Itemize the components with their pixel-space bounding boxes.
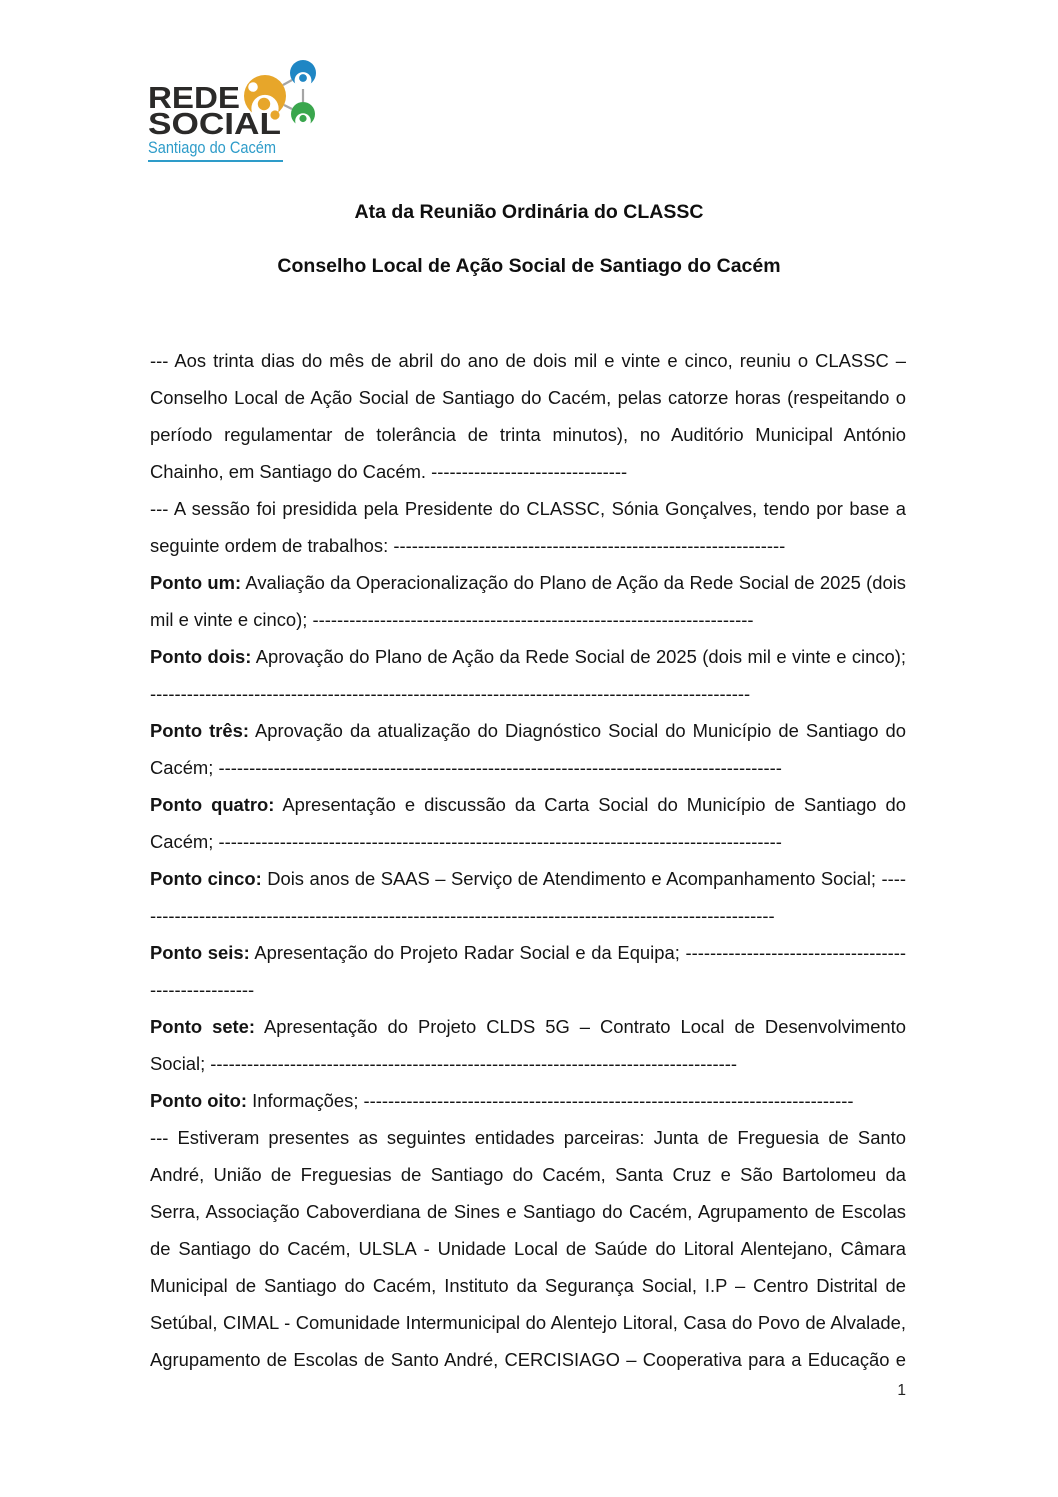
person-green-icon [291,102,315,129]
paragraph-lead: Ponto dois: [150,646,252,667]
paragraph-text: Apresentação e discussão da Carta Social do Município de Santiago do Cacém; -------------------------------------------------------------------------------------------- [150,794,906,852]
paragraph-lead: Ponto três: [150,720,249,741]
paragraph-lead: Ponto um: [150,572,242,593]
paragraph [150,934,906,1008]
paragraph-text: Apresentação do Projeto CLDS 5G – Contrato Local de Desenvolvimento Social; -------------------------------------------------------------------------------------- [150,1016,906,1074]
paragraph [150,490,906,564]
logo-word-rede: REDE [148,80,240,115]
document-body [150,342,906,1378]
page-number: 1 [897,1382,906,1399]
paragraph [150,1082,906,1119]
paragraph-lead: Ponto cinco: [150,868,262,889]
paragraph-text: Avaliação da Operacionalização do Plano de Ação da Rede Social de 2025 (dois mil e vinte e cinco); ------------------------------------------------------------------------ [150,572,906,630]
paragraph-text: Informações; -------------------------------------------------------------------------------- [247,1090,854,1111]
document-title: Ata da Reunião Ordinária do CLASSC [354,201,704,223]
paragraph [150,638,906,712]
paragraph-lead: Ponto seis: [150,942,250,963]
rede-social-logo [140,50,350,170]
paragraph [150,1119,906,1378]
paragraph-lead: Ponto quatro: [150,794,275,815]
paragraph-lead: Ponto sete: [150,1016,256,1037]
logo-graphic [140,50,350,170]
paragraph-lead: Ponto oito: [150,1090,248,1111]
paragraph [150,860,906,934]
document-subtitle: Conselho Local de Ação Social de Santiago do Cacém [277,255,781,277]
paragraph [150,564,906,638]
paragraph-text: --- A sessão foi presidida pela Presidente do CLASSC, Sónia Gonçalves, tendo por base a seguinte ordem de trabalhos: ---------------------------------------------------------------- [150,498,906,556]
logo-word-social: SOCIAL [148,106,281,141]
paragraph [150,712,906,786]
logo-region-text: Santiago do Cacém [148,139,276,157]
paragraph-text: Aprovação da atualização do Diagnóstico Social do Município de Santiago do Cacém; -------------------------------------------------------------------------------------------- [150,720,906,778]
paragraph-text: --- Estiveram presentes as seguintes entidades parceiras: Junta de Freguesia de Santo André, União de Freguesias de Santiago do Cacém, Santa Cruz e São Bartolomeu da Serra, Associação Caboverdiana de Sines e Santiago do Cacém, Agrupamento de Escolas de Santiago do Cacém, ULSLA - Unidade Local de Saúde do Litoral Alentejano, Câmara Municipal de Santiago do Cacém, Instituto da Segurança Social, I.P – Centro Distrital de Setúbal, CIMAL - Comunidade Intermunicipal do Alentejo Litoral, Casa do Povo de Alvalade, Agrupamento de Escolas de Santo André, CERCISIAGO – Cooperativa para a Educação e [150,1127,906,1370]
paragraph-text: --- Aos trinta dias do mês de abril do ano de dois mil e vinte e cinco, reuniu o CLASSC – Conselho Local de Ação Social de Santiago do Cacém, pelas catorze horas (respeitando o período regulamentar de tolerância de trinta minutos), no Auditório Municipal António Chainho, em Santiago do Cacém. -------------------------------- [150,350,906,482]
paragraph [150,342,906,490]
person-blue-icon [290,60,316,89]
paragraph-text: Apresentação do Projeto Radar Social e da Equipa; ----------------------------------------------------- [150,942,906,1000]
paragraph [150,786,906,860]
paragraph-text: Aprovação do Plano de Ação da Rede Social de 2025 (dois mil e vinte e cinco); -------------------------------------------------------------------------------------------------- [150,646,906,704]
paragraph-text: Dois anos de SAAS – Serviço de Atendimento e Acompanhamento Social; ---------------------------------------------------------------------------------------------------------- [150,868,907,926]
paragraph [150,1008,906,1082]
